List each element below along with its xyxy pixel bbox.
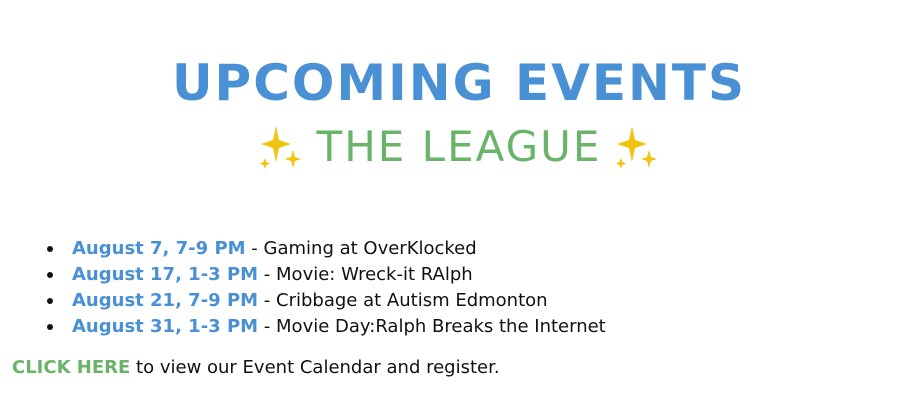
sparkle-icon [615,122,659,172]
footer-text: to view our Event Calendar and register. [130,357,500,378]
list-item [72,288,912,314]
page-title: UPCOMING EVENTS [171,54,747,112]
event-separator: - [258,316,277,337]
page-subtitle: THE LEAGUE [316,122,602,171]
sparkle-icon [259,122,303,172]
event-separator: - [245,238,264,259]
event-description: Cribbage at Autism Edmonton [276,290,548,311]
event-description: Movie Day:Ralph Breaks the Internet [276,316,606,337]
list-item [72,262,912,288]
event-separator: - [258,290,277,311]
calendar-footer [12,355,500,381]
event-date: August 31, 1-3 PM [72,316,259,337]
event-separator: - [258,264,277,285]
event-date: August 21, 7-9 PM [72,290,259,311]
event-date: August 7, 7-9 PM [72,238,246,259]
event-list [30,236,912,340]
subtitle-row [0,116,918,178]
list-item [72,236,912,262]
list-item [72,314,912,340]
event-description: Movie: Wreck-it RAlph [276,264,473,285]
events-header [0,52,918,178]
event-description: Gaming at OverKlocked [263,238,477,259]
click-here-link[interactable]: CLICK HERE [12,357,131,378]
event-date: August 17, 1-3 PM [72,264,259,285]
